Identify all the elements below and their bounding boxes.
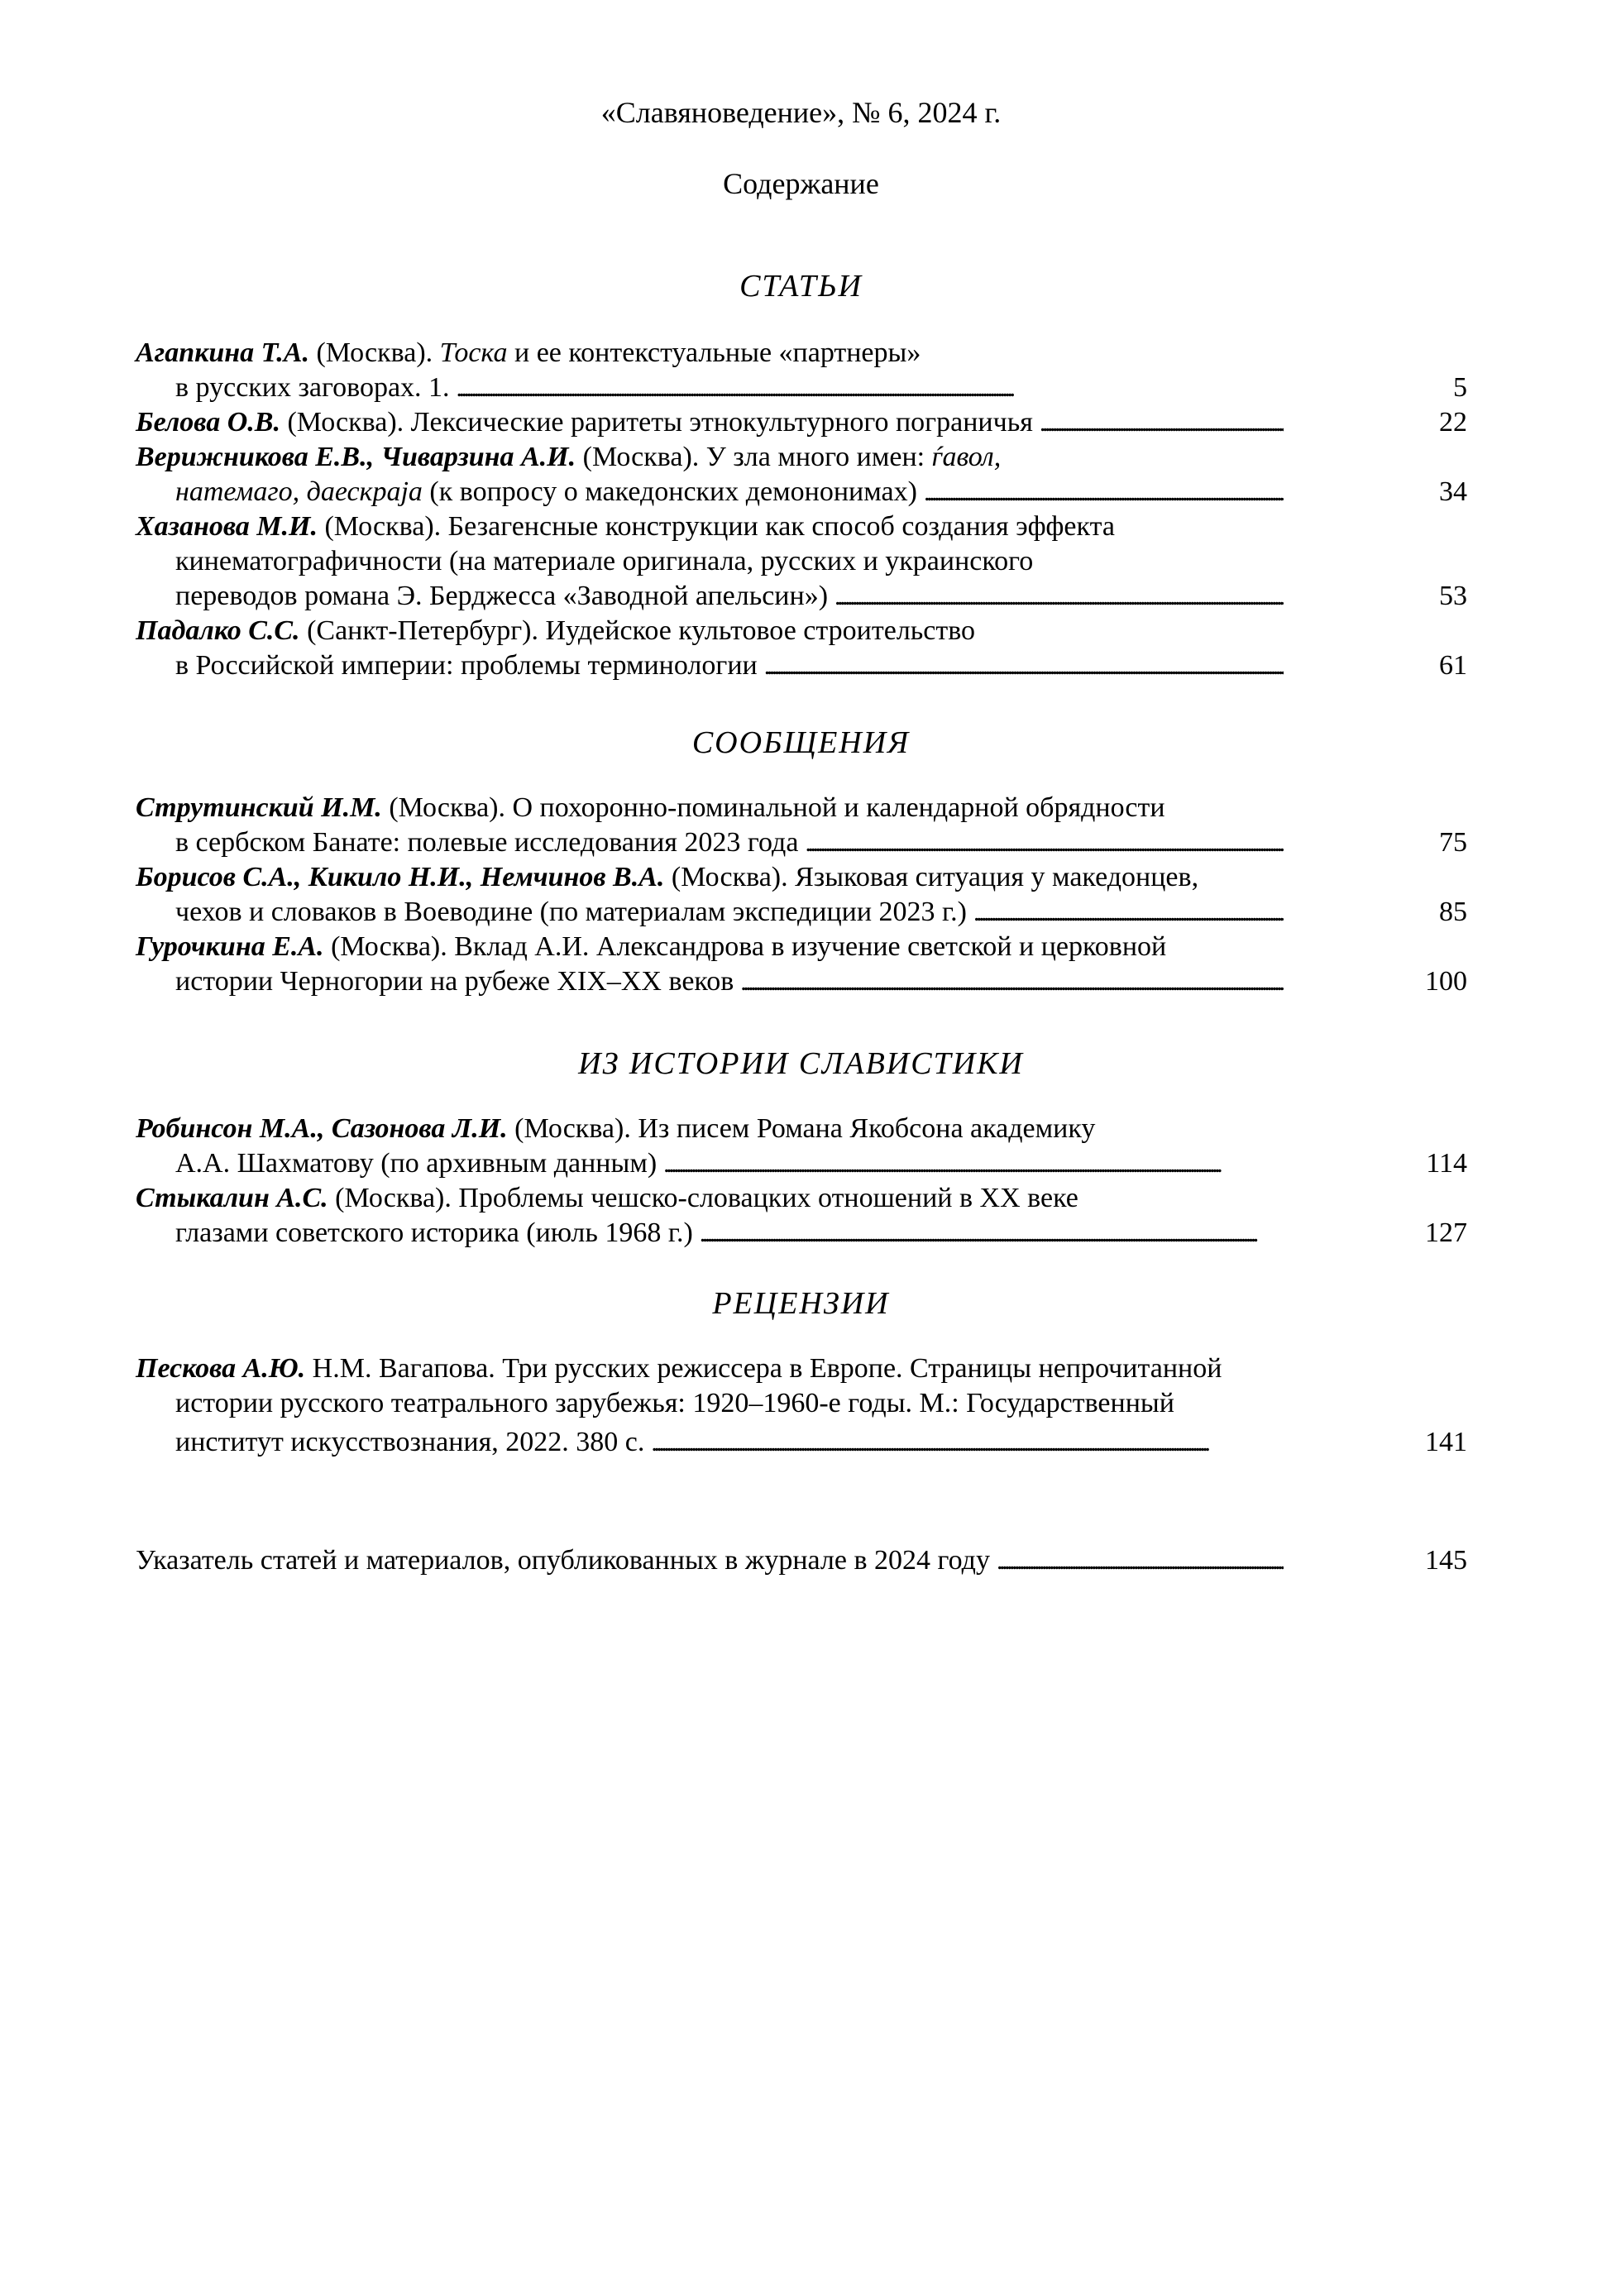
entry-page: 61 [1439, 650, 1467, 681]
dot-leader [997, 1543, 1284, 1579]
toc-entry-strutinsky[interactable] [136, 791, 1467, 860]
entry-page: 127 [1425, 1217, 1467, 1248]
entry-title-cont: кинематографичности (на материале оригинала, русских и украинского [175, 546, 1034, 576]
toc-entry-khazanova[interactable] [136, 509, 1467, 614]
dot-leader [834, 579, 1284, 615]
entry-title-cont: переводов романа Э. Берджесса «Заводной апельсин») [175, 581, 829, 611]
entry-title-italic: ѓавол, [931, 442, 1002, 472]
entry-authors: Агапкина Т.А. [136, 337, 309, 368]
entry-title-cont: истории русского театрального зарубежья: 1920–1960-е годы. М.: Государственный [175, 1388, 1174, 1418]
contents-heading: Содержание [723, 167, 879, 200]
entry-city: (Москва). [308, 337, 440, 368]
section-heading-reviews: РЕЦЕНЗИИ [712, 1286, 890, 1321]
entry-title: и ее контекстуальные «партнеры» [507, 337, 921, 368]
entry-title: (Москва). Вклад А.И. Александрова в изучение светской и церковной [323, 931, 1167, 962]
entry-title-cont: в Российской империи: проблемы терминологии [175, 650, 758, 681]
entry-authors: Робинсон М.А., Сазонова Л.И. [136, 1113, 508, 1144]
entry-authors: Гурочкина Е.А. [136, 931, 324, 962]
entry-page: 85 [1439, 897, 1467, 927]
entry-title-cont: истории Черногории на рубеже XIX–XX веков [175, 966, 734, 997]
entry-authors: Борисов С.А., Кикило Н.И., Немчинов В.А. [136, 862, 665, 892]
entry-title-cont: глазами советского историка (июль 1968 г.) [175, 1217, 693, 1248]
entry-title: (Москва). Безагенсные конструкции как способ создания эффекта [317, 511, 1115, 542]
entry-title: Н.М. Вагапова. Три русских режиссера в Европе. Страницы непрочитанной [305, 1353, 1222, 1384]
toc-entry-robinson[interactable] [136, 1112, 1467, 1181]
dot-leader [764, 648, 1284, 684]
toc-entry-agapkina[interactable] [136, 336, 1467, 405]
dot-leader [924, 475, 1284, 510]
entry-page: 22 [1439, 407, 1467, 438]
toc-entry-peskova[interactable] [136, 1351, 1467, 1464]
entry-title-cont: в сербском Банате: полевые исследования 2023 года [175, 827, 799, 858]
entry-page: 145 [1425, 1545, 1467, 1576]
entry-title-cont: (к вопросу о македонских демононимах) [422, 476, 917, 507]
entry-title: (Москва). Лексические раритеты этнокультурного пограничья [280, 407, 1033, 438]
entry-authors: Хазанова М.И. [136, 511, 318, 542]
index-list [136, 1543, 1467, 1578]
entry-title: Указатель статей и материалов, опубликованных в журнале в 2024 году [136, 1545, 990, 1576]
entry-title-cont: А.А. Шахматову (по архивным данным) [175, 1148, 658, 1179]
entry-authors: Струтинский И.М. [136, 792, 382, 823]
entry-title: (Санкт-Петербург). Иудейское культовое строительство [299, 615, 976, 646]
entry-title: (Москва). Языковая ситуация у македонцев, [664, 862, 1199, 892]
toc-entry-borisov[interactable] [136, 860, 1467, 930]
entry-authors: Стыкалин А.С. [136, 1183, 328, 1213]
entry-authors: Падалко С.С. [136, 615, 300, 646]
entry-page: 5 [1453, 372, 1467, 403]
entry-authors: Верижникова Е.В., Чиварзина А.И. [136, 442, 576, 472]
toc-entry-verizhnikova[interactable] [136, 440, 1467, 509]
entry-page: 53 [1439, 581, 1467, 611]
entry-title-cont: институт искусствознания, 2022. 380 с. [175, 1427, 645, 1457]
toc-entry-gurochkina[interactable] [136, 930, 1467, 999]
entry-title-italic: Тоска [439, 337, 508, 368]
section-heading-articles: СТАТЬИ [739, 269, 863, 304]
dot-leader [973, 895, 1284, 930]
articles-list [136, 336, 1467, 683]
dot-leader [1040, 405, 1284, 441]
toc-entry-index[interactable] [136, 1543, 1467, 1578]
dot-leader [805, 825, 1284, 861]
dot-leader [740, 964, 1284, 1000]
reviews-list [136, 1351, 1467, 1464]
entry-authors: Пескова А.Ю. [136, 1353, 306, 1384]
entry-title-cont: в русских заговорах. 1. [175, 372, 450, 403]
entry-title: (Москва). Из писем Романа Якобсона академику [507, 1113, 1096, 1144]
entry-title: (Москва). Проблемы чешско-словацких отношений в ХХ веке [328, 1183, 1078, 1213]
dot-leader [700, 1216, 1284, 1251]
dot-leader [663, 1146, 1284, 1182]
dot-leader [651, 1421, 1284, 1465]
toc-entry-belova[interactable] [136, 405, 1467, 440]
entry-page: 114 [1426, 1148, 1467, 1179]
history-list [136, 1112, 1467, 1251]
section-heading-history: ИЗ ИСТОРИИ СЛАВИСТИКИ [578, 1046, 1024, 1081]
entry-page: 141 [1425, 1427, 1467, 1457]
entry-title: (Москва). О похоронно-поминальной и календарной обрядности [381, 792, 1165, 823]
reports-list [136, 791, 1467, 999]
dot-leader [457, 371, 1284, 406]
entry-title-italic-cont: натемаго, даескраја [175, 476, 423, 507]
entry-city: (Москва). У зла много имен: [576, 442, 932, 472]
toc-entry-stykalin[interactable] [136, 1181, 1467, 1251]
section-heading-reports: СООБЩЕНИЯ [691, 725, 911, 760]
journal-title: «Славяноведение», № 6, 2024 г. [600, 96, 1002, 129]
entry-title-cont: чехов и словаков в Воеводине (по материалам экспедиции 2023 г.) [175, 897, 967, 927]
entry-authors: Белова О.В. [136, 407, 280, 438]
entry-page: 34 [1439, 476, 1467, 507]
toc-entry-padalko[interactable] [136, 614, 1467, 683]
entry-page: 100 [1425, 966, 1467, 997]
entry-page: 75 [1439, 827, 1467, 858]
